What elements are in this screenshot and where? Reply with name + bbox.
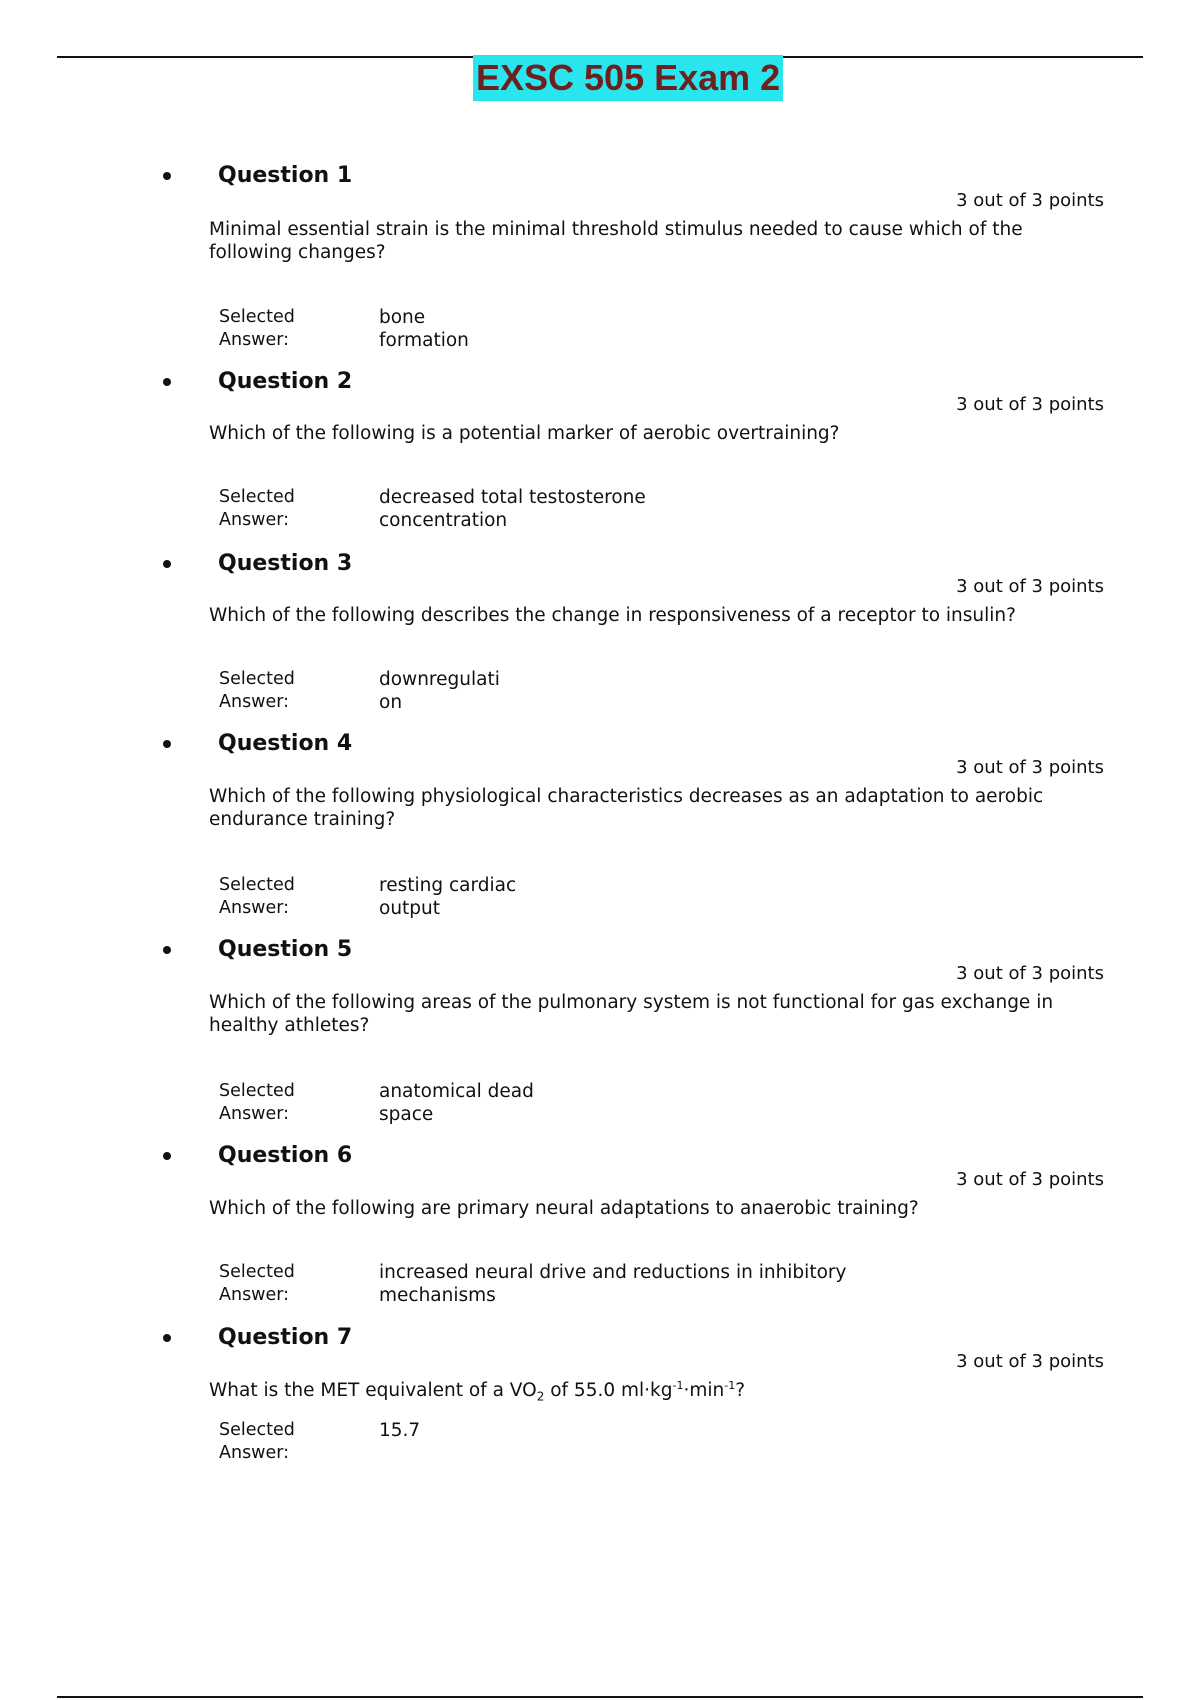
question-title: Question 3 (218, 551, 353, 576)
bottom-rule (57, 1696, 1143, 1698)
question-text: Minimal essential strain is the minimal threshold stimulus needed to cause which of the following changes? (209, 219, 1023, 263)
points-label: 3 out of 3 points (956, 963, 1104, 984)
question-text: Which of the following physiological characteristics decreases as an adaptation to aerobic endurance training? (209, 786, 1044, 830)
bullet-icon (163, 172, 171, 180)
selected-answer-label: Selected Answer: (219, 1081, 295, 1124)
selected-answer: 15.7 (379, 1420, 421, 1441)
selected-answer: bone formation (379, 307, 469, 351)
points-label: 3 out of 3 points (956, 576, 1104, 597)
points-label: 3 out of 3 points (956, 190, 1104, 211)
bullet-icon (163, 946, 171, 954)
selected-answer: resting cardiac output (379, 875, 517, 919)
question-title: Question 4 (218, 731, 353, 756)
selected-answer: decreased total testosterone concentration (379, 487, 646, 531)
selected-answer-label: Selected Answer: (219, 875, 295, 918)
selected-answer-label: Selected Answer: (219, 487, 295, 530)
selected-answer-label: Selected Answer: (219, 669, 295, 712)
selected-answer: downregulati on (379, 669, 500, 713)
question-title: Question 2 (218, 369, 353, 394)
selected-answer-label: Selected Answer: (219, 307, 295, 350)
bullet-icon (163, 560, 171, 568)
question-text: What is the MET equivalent of a $VO_2$ of 55.0 $ml\cdot kg^{-1}\cdot\min^{-1}$? (209, 1378, 746, 1404)
points-label: 3 out of 3 points (956, 757, 1104, 778)
question-title: Question 7 (218, 1325, 353, 1350)
selected-answer: increased neural drive and reductions in inhibitory mechanisms (379, 1262, 847, 1306)
bullet-icon (163, 1152, 171, 1160)
selected-answer-label: Selected Answer: (219, 1262, 295, 1305)
question-text: Which of the following is a potential marker of aerobic overtraining? (209, 423, 840, 444)
document-title: EXSC 505 Exam 2 (473, 55, 783, 101)
points-label: 3 out of 3 points (956, 394, 1104, 415)
points-label: 3 out of 3 points (956, 1351, 1104, 1372)
selected-answer-label: Selected Answer: (219, 1420, 295, 1463)
question-text: Which of the following describes the change in responsiveness of a receptor to insulin? (209, 605, 1016, 626)
bullet-icon (163, 740, 171, 748)
question-text: Which of the following areas of the pulmonary system is not functional for gas exchange in healthy athletes? (209, 992, 1054, 1036)
question-title: Question 6 (218, 1143, 353, 1168)
points-label: 3 out of 3 points (956, 1169, 1104, 1190)
question-title: Question 1 (218, 163, 353, 188)
question-title: Question 5 (218, 937, 353, 962)
selected-answer: anatomical dead space (379, 1081, 534, 1125)
question-text: Which of the following are primary neural adaptations to anaerobic training? (209, 1198, 919, 1219)
bullet-icon (163, 378, 171, 386)
bullet-icon (163, 1334, 171, 1342)
